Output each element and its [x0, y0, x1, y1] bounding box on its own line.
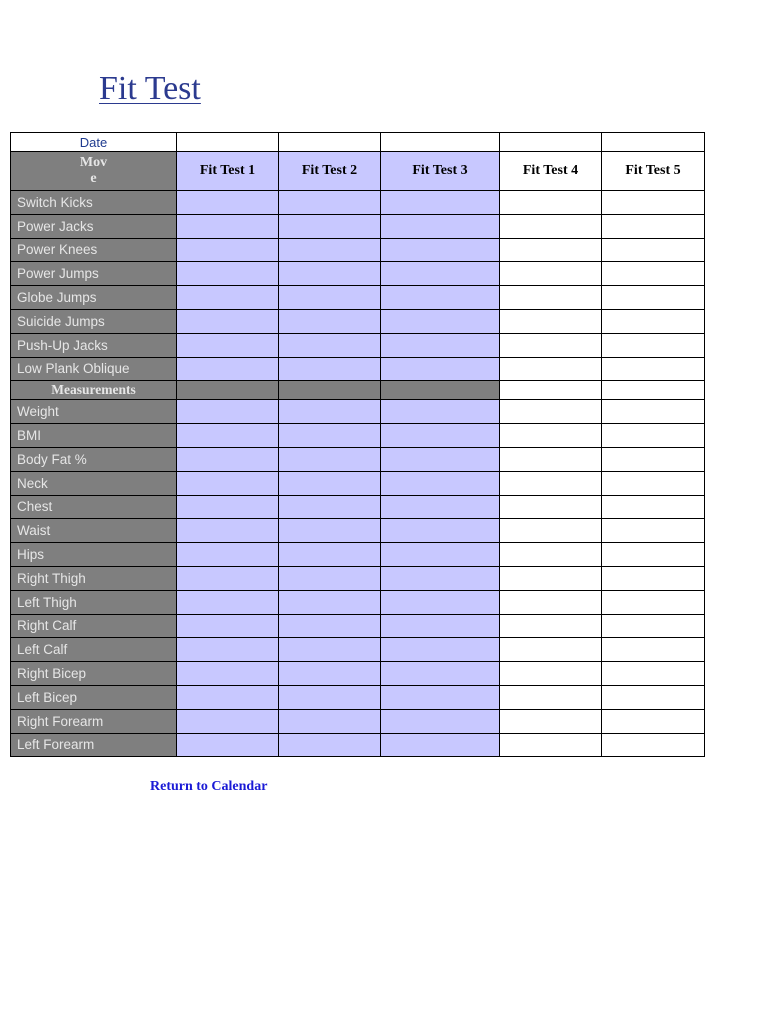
row-label: Suicide Jumps: [11, 309, 177, 333]
measurements-label: Measurements: [11, 381, 177, 400]
fit-test-1-header: Fit Test 1: [177, 152, 279, 191]
entry-cell-test-4[interactable]: [500, 614, 602, 638]
entry-cell-test-1[interactable]: [177, 191, 279, 215]
move-column-header: [11, 152, 177, 191]
entry-cell-test-5[interactable]: [602, 638, 705, 662]
entry-cell-test-1[interactable]: [177, 566, 279, 590]
entry-cell-test-3[interactable]: [381, 357, 500, 381]
entry-cell-test-5[interactable]: [602, 495, 705, 519]
measurements-header-cell: [279, 381, 381, 400]
entry-cell-test-4[interactable]: [500, 590, 602, 614]
row-label: Left Forearm: [11, 733, 177, 757]
date-row: [11, 133, 705, 152]
entry-cell-test-5[interactable]: [602, 191, 705, 215]
return-to-calendar-link[interactable]: Return to Calendar: [150, 779, 268, 794]
entry-cell-test-5[interactable]: [602, 214, 705, 238]
measurement-row: [11, 733, 705, 757]
fit-test-3-header: Fit Test 3: [381, 152, 500, 191]
entry-cell-test-2[interactable]: [279, 709, 381, 733]
entry-cell-test-1[interactable]: [177, 543, 279, 567]
entry-cell-test-4[interactable]: [500, 357, 602, 381]
entry-cell-test-2[interactable]: [279, 638, 381, 662]
entry-cell-test-1[interactable]: [177, 495, 279, 519]
row-label: Push-Up Jacks: [11, 333, 177, 357]
entry-cell-test-3[interactable]: [381, 447, 500, 471]
entry-cell-test-4[interactable]: [500, 214, 602, 238]
row-label: Left Thigh: [11, 590, 177, 614]
entry-cell-test-3[interactable]: [381, 309, 500, 333]
entry-cell-test-3[interactable]: [381, 286, 500, 310]
entry-cell-test-4[interactable]: [500, 709, 602, 733]
entry-cell-test-5[interactable]: [602, 566, 705, 590]
row-label: Switch Kicks: [11, 191, 177, 215]
entry-cell-test-5[interactable]: [602, 286, 705, 310]
entry-cell-test-2[interactable]: [279, 519, 381, 543]
entry-cell-test-1[interactable]: [177, 357, 279, 381]
measurement-row: [11, 400, 705, 424]
entry-cell-test-3[interactable]: [381, 662, 500, 686]
row-label: Body Fat %: [11, 447, 177, 471]
entry-cell-test-4[interactable]: [500, 638, 602, 662]
entry-cell-test-4[interactable]: [500, 238, 602, 262]
entry-cell-test-4[interactable]: [500, 262, 602, 286]
entry-cell-test-5[interactable]: [602, 543, 705, 567]
entry-cell-test-5[interactable]: [602, 424, 705, 448]
entry-cell-test-1[interactable]: [177, 214, 279, 238]
entry-cell-test-4[interactable]: [500, 191, 602, 215]
measurements-header-cell: [381, 381, 500, 400]
measurement-row: [11, 495, 705, 519]
row-label: Right Forearm: [11, 709, 177, 733]
entry-cell-test-1[interactable]: [177, 662, 279, 686]
entry-cell-test-1[interactable]: [177, 400, 279, 424]
measurement-row: [11, 566, 705, 590]
move-row: [11, 262, 705, 286]
entry-cell-test-5[interactable]: [602, 685, 705, 709]
row-label: Right Calf: [11, 614, 177, 638]
entry-cell-test-2[interactable]: [279, 424, 381, 448]
entry-cell-test-1[interactable]: [177, 238, 279, 262]
entry-cell-test-4[interactable]: [500, 471, 602, 495]
entry-cell-test-2[interactable]: [279, 357, 381, 381]
measurement-row: [11, 471, 705, 495]
entry-cell-test-5[interactable]: [602, 614, 705, 638]
entry-cell-test-1[interactable]: [177, 614, 279, 638]
row-label: Waist: [11, 519, 177, 543]
entry-cell-test-3[interactable]: [381, 495, 500, 519]
fit-test-5-header: Fit Test 5: [602, 152, 705, 191]
entry-cell-test-4[interactable]: [500, 400, 602, 424]
entry-cell-test-4[interactable]: [500, 519, 602, 543]
entry-cell-test-1[interactable]: [177, 333, 279, 357]
measurement-row: [11, 614, 705, 638]
entry-cell-test-4[interactable]: [500, 286, 602, 310]
fit-test-table: [10, 132, 705, 757]
measurements-header-cell: [500, 381, 602, 400]
entry-cell-test-5[interactable]: [602, 733, 705, 757]
measurement-row: [11, 662, 705, 686]
measurement-row: [11, 424, 705, 448]
measurement-row: [11, 709, 705, 733]
entry-cell-test-2[interactable]: [279, 471, 381, 495]
entry-cell-test-5[interactable]: [602, 590, 705, 614]
move-row: [11, 309, 705, 333]
measurements-header-row: [11, 381, 705, 400]
entry-cell-test-3[interactable]: [381, 590, 500, 614]
entry-cell-test-2[interactable]: [279, 238, 381, 262]
date-cell-5[interactable]: [602, 133, 705, 152]
entry-cell-test-1[interactable]: [177, 424, 279, 448]
measurement-row: [11, 519, 705, 543]
entry-cell-test-3[interactable]: [381, 709, 500, 733]
entry-cell-test-3[interactable]: [381, 543, 500, 567]
entry-cell-test-5[interactable]: [602, 357, 705, 381]
move-row: [11, 191, 705, 215]
entry-cell-test-3[interactable]: [381, 400, 500, 424]
move-row: [11, 238, 705, 262]
entry-cell-test-1[interactable]: [177, 519, 279, 543]
date-cell-3[interactable]: [381, 133, 500, 152]
entry-cell-test-2[interactable]: [279, 495, 381, 519]
entry-cell-test-3[interactable]: [381, 262, 500, 286]
entry-cell-test-2[interactable]: [279, 590, 381, 614]
entry-cell-test-3[interactable]: [381, 238, 500, 262]
entry-cell-test-4[interactable]: [500, 309, 602, 333]
entry-cell-test-2[interactable]: [279, 333, 381, 357]
entry-cell-test-1[interactable]: [177, 447, 279, 471]
entry-cell-test-5[interactable]: [602, 400, 705, 424]
fit-test-2-header: Fit Test 2: [279, 152, 381, 191]
row-label: Hips: [11, 543, 177, 567]
entry-cell-test-1[interactable]: [177, 309, 279, 333]
entry-cell-test-2[interactable]: [279, 685, 381, 709]
entry-cell-test-3[interactable]: [381, 614, 500, 638]
row-label: Right Bicep: [11, 662, 177, 686]
measurements-header-cell: [602, 381, 705, 400]
entry-cell-test-4[interactable]: [500, 685, 602, 709]
measurement-row: [11, 590, 705, 614]
entry-cell-test-2[interactable]: [279, 662, 381, 686]
entry-cell-test-3[interactable]: [381, 566, 500, 590]
entry-cell-test-4[interactable]: [500, 543, 602, 567]
entry-cell-test-5[interactable]: [602, 519, 705, 543]
entry-cell-test-5[interactable]: [602, 662, 705, 686]
entry-cell-test-5[interactable]: [602, 238, 705, 262]
entry-cell-test-1[interactable]: [177, 685, 279, 709]
move-row: [11, 333, 705, 357]
entry-cell-test-5[interactable]: [602, 262, 705, 286]
entry-cell-test-5[interactable]: [602, 333, 705, 357]
entry-cell-test-4[interactable]: [500, 333, 602, 357]
entry-cell-test-1[interactable]: [177, 471, 279, 495]
date-cell-2[interactable]: [279, 133, 381, 152]
row-label: Power Jumps: [11, 262, 177, 286]
entry-cell-test-2[interactable]: [279, 447, 381, 471]
measurement-row: [11, 638, 705, 662]
entry-cell-test-5[interactable]: [602, 709, 705, 733]
row-label: Power Knees: [11, 238, 177, 262]
entry-cell-test-2[interactable]: [279, 191, 381, 215]
entry-cell-test-2[interactable]: [279, 400, 381, 424]
entry-cell-test-2[interactable]: [279, 309, 381, 333]
entry-cell-test-4[interactable]: [500, 566, 602, 590]
entry-cell-test-3[interactable]: [381, 638, 500, 662]
row-label: Neck: [11, 471, 177, 495]
measurement-row: [11, 543, 705, 567]
entry-cell-test-1[interactable]: [177, 590, 279, 614]
entry-cell-test-2[interactable]: [279, 614, 381, 638]
entry-cell-test-1[interactable]: [177, 638, 279, 662]
entry-cell-test-3[interactable]: [381, 333, 500, 357]
entry-cell-test-2[interactable]: [279, 262, 381, 286]
entry-cell-test-4[interactable]: [500, 733, 602, 757]
entry-cell-test-5[interactable]: [602, 309, 705, 333]
row-label: Left Bicep: [11, 685, 177, 709]
entry-cell-test-1[interactable]: [177, 262, 279, 286]
entry-cell-test-4[interactable]: [500, 447, 602, 471]
move-row: [11, 214, 705, 238]
row-label: Weight: [11, 400, 177, 424]
row-label: Power Jacks: [11, 214, 177, 238]
entry-cell-test-3[interactable]: [381, 519, 500, 543]
entry-cell-test-2[interactable]: [279, 566, 381, 590]
measurements-header-cell: [177, 381, 279, 400]
move-row: [11, 357, 705, 381]
row-label: BMI: [11, 424, 177, 448]
entry-cell-test-3[interactable]: [381, 191, 500, 215]
entry-cell-test-2[interactable]: [279, 733, 381, 757]
row-label: Low Plank Oblique: [11, 357, 177, 381]
move-header-line2: e: [90, 171, 97, 186]
date-cell-1[interactable]: [177, 133, 279, 152]
fit-test-4-header: Fit Test 4: [500, 152, 602, 191]
entry-cell-test-1[interactable]: [177, 733, 279, 757]
entry-cell-test-3[interactable]: [381, 733, 500, 757]
row-label: Left Calf: [11, 638, 177, 662]
page-title[interactable]: Fit Test: [99, 70, 201, 107]
entry-cell-test-3[interactable]: [381, 685, 500, 709]
entry-cell-test-2[interactable]: [279, 286, 381, 310]
entry-cell-test-5[interactable]: [602, 471, 705, 495]
entry-cell-test-3[interactable]: [381, 471, 500, 495]
measurement-row: [11, 685, 705, 709]
date-cell-4[interactable]: [500, 133, 602, 152]
entry-cell-test-2[interactable]: [279, 214, 381, 238]
header-row: [11, 152, 705, 191]
entry-cell-test-1[interactable]: [177, 709, 279, 733]
entry-cell-test-2[interactable]: [279, 543, 381, 567]
move-header-line1: Mov: [79, 155, 108, 170]
entry-cell-test-4[interactable]: [500, 495, 602, 519]
entry-cell-test-1[interactable]: [177, 286, 279, 310]
measurement-row: [11, 447, 705, 471]
row-label: Globe Jumps: [11, 286, 177, 310]
entry-cell-test-4[interactable]: [500, 662, 602, 686]
entry-cell-test-3[interactable]: [381, 424, 500, 448]
date-label: Date: [11, 133, 177, 152]
row-label: Chest: [11, 495, 177, 519]
entry-cell-test-3[interactable]: [381, 214, 500, 238]
row-label: Right Thigh: [11, 566, 177, 590]
move-row: [11, 286, 705, 310]
entry-cell-test-5[interactable]: [602, 447, 705, 471]
entry-cell-test-4[interactable]: [500, 424, 602, 448]
